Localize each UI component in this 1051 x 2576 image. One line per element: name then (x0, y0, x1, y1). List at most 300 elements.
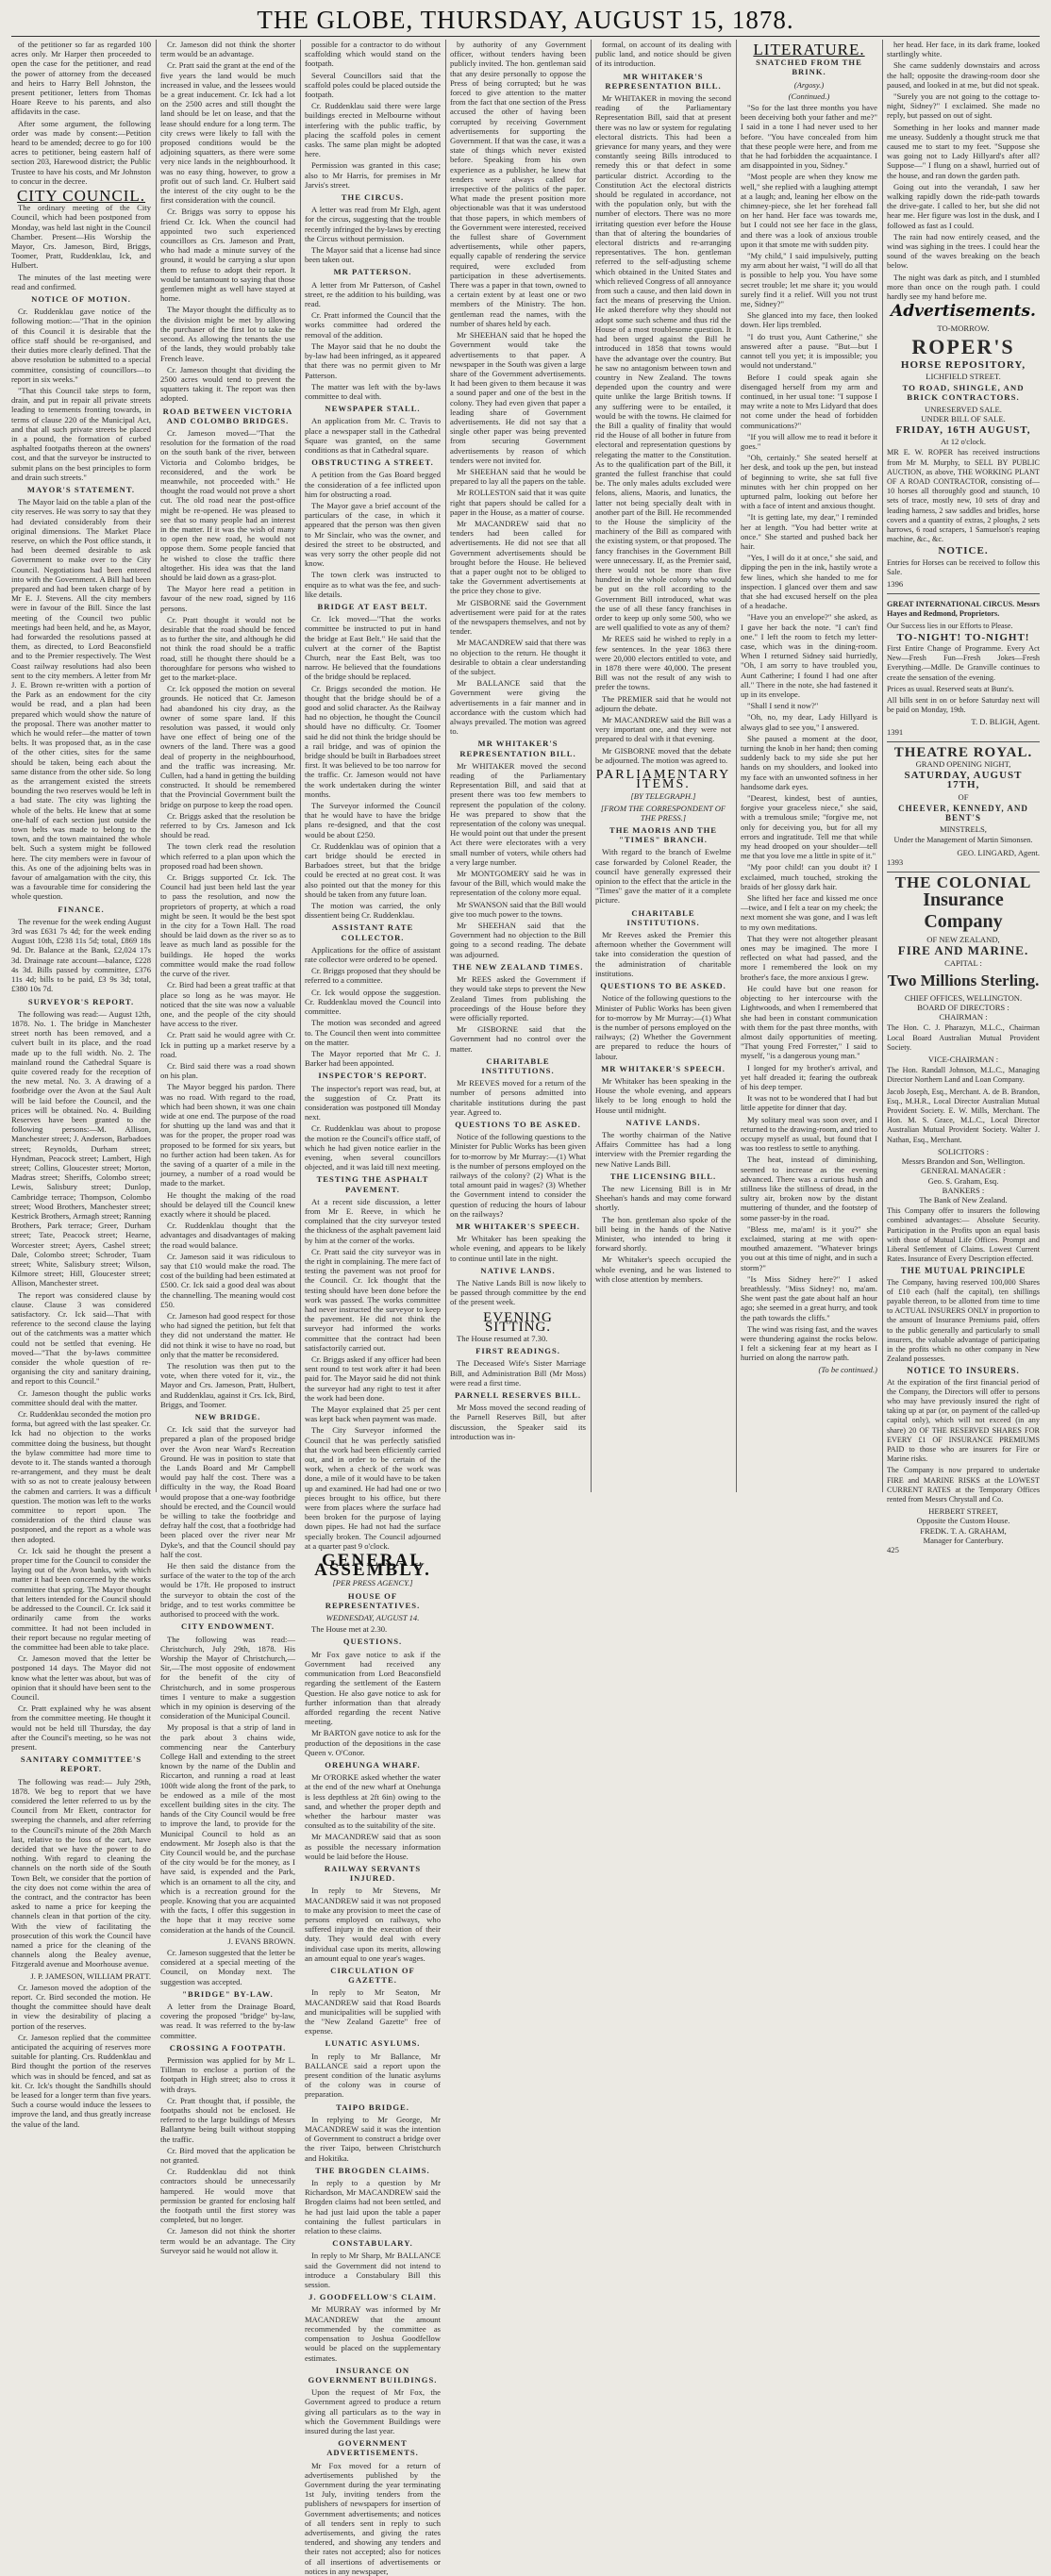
ad-line: HORSE REPOSITORY, (900, 358, 1026, 371)
signature: J. EVANS BROWN. (227, 1936, 295, 1946)
ad-line: CHIEF OFFICES, WELLINGTON. (904, 992, 1023, 1003)
subheading: MR WHITAKER'S SPEECH. (601, 1063, 726, 1073)
ad-line: UNDER BILL OF SALE. (921, 413, 1006, 424)
paragraph: The Mayor laid on the table a plan of the city reserves. He was sorry to say that they had deviated considerably from their original dimensions. The Market Place reserve, on which the Post office stands, it had been deemed desirable to ask Government to make over to the City Council. Negotiations had been entered into with the Government. A Bill had been prepared and had been taken charge of by Mr E. J. Stevens. All the city members were in favour of the Bill. Since the last meeting of the Council two public meetings had been held, and he, as Mayor, had forwarded the resolutions passed at them, as directed, to Lord Beaconsfield and to the Premier respectively. The West Coast railway resolutions had also been sent to the city members. A letter from Mr J. E. Brown re-written with a portion of the Park as an endowment for the city would be read, and a plan had been prepared which would show the nature of the proposal. There was another matter to which he would refer—the matter of town belts. It was proposed that, as in the case of the other cities, sites for the same should be taken, being each about the same distance from the other side. So long as the arrangement existed the streets bounding the two reserves would be left in a bad state. The city was lighting the whole of the belts. He knew that at some one-half of each section just outside the town belts was made to belong to the town, and the town maintained the whole belt. Such a system might be followed here. The city members were in favour of this. As one of the adjoining belts was in favour of amalgamation with the city, this was a favourable time for considering the whole question. (11, 497, 151, 902)
paragraph: The night was dark as pitch, and I stumbled more than once on the rough path. I could hardly see my hand before me. (887, 272, 1040, 302)
paragraph: "That this Council take steps to form, drain, and put in repair all private streets leading to tenements fronting towards, in terms of clause 220 of the Municipal Act, and that all such private streets be placed in a pound, the formation of curbed asphalted footpaths thereon at the owners' cost, and that the surveyor be instructed to submit plans on the best principles to form and drain such streets." (11, 385, 151, 482)
ad-line: At 12 o'clock. (940, 437, 987, 447)
paragraph: Mr SHEEHAN said that the Government had no objection to the Bill going to a second reading. The debate was adjourned. (450, 921, 586, 959)
paragraph: Cr. Ick said he thought the present a proper time for the Council to consider the laying out of the Avon banks, with which matter it had been concerned by the works committee that spring. The Mayor thought that letters intended for the Council should be addressed to the Council. Cr. Ick said it ordinarily came from the works committee. It had not been included in their report because no regular meeting of the committee had been able to take place. (11, 1545, 151, 1652)
paragraph: Notice of the following questions to the Minister for Public Works has been given for to-morrow by Mr Murray:—(1) What is the number of persons employed on the railways of the colony? (2) What is the total amount paid in wages? (3) Whether the Government intend to consider the question of reducing the hours of labour on the railways? (450, 1132, 586, 1219)
paragraph: The following was read:— Christchurch, July 29th, 1878. His Worship the Mayor of Christchurch,— Sir,—The most opposite of endowment for the benefit of the city of Christchurch, and in some prosperous times I venture to make a suggestion which in my opinion is deserving of the consideration of the Municipal Council. (160, 1634, 295, 1721)
column-5 (595, 40, 731, 1492)
paragraph: Cr. Pratt said the grant at the end of the five years the land would be much increased in value, and the lessees would be a great inducement. Cr. Ick had a lot on the 2500 acres and still thought the land should be let on lease, and that the lease should endure for a long term. The city crews were likely to fall with the proposed conditions would be the adjoining squatters, as there were some very nice lands in the neighbourhood. It was no easy thing, however, to grow a profit out of such land. Cr. Hulbert said the interest of the city ought to be the first consideration with the council. (160, 60, 295, 206)
paragraph: "I do trust you, Aunt Catherine," she answered after a pause. "But—but I cannot tell you yet; it is impossible; you would not understand." (741, 331, 877, 371)
paragraph: The Mayor begged his pardon. There was no road. With regard to the road, which had been shown, it was one chain wide at one end. The purpose of the road for shutting up the land was and that it was for the proper, the proper road was proposed to be formed for six years, but no further action had been taken. As for the saving of a quarter of a mile in the journey, a number of a road would be made to the market. (160, 1082, 295, 1188)
paragraph: A letter from Mr Patterson, of Cashel street, re the addition to his building, was read. (305, 279, 441, 309)
paragraph: The Mayor reported that Mr C. J. Barker had been appointed. (305, 1048, 441, 1069)
subheading: GOVERNMENT ADVERTISEMENTS. (326, 2438, 419, 2458)
ad-number: 1391 (887, 726, 904, 737)
paragraph: The ordinary meeting of the City Council, which had been postponed from Monday, was held last night in the Council Chamber. Present—His Worship the Mayor, Crs. Jameson, Bird, Briggs, Toomer, Pratt, Ruddenklau, Ick, and Hulbert. (11, 203, 151, 271)
paragraph: A petition from the Gas Board begged the consideration of a fee inflicted upon him for obstructing a road. (305, 470, 441, 499)
signature: J. P. JAMESON, WILLIAM PRATT. (30, 1970, 151, 1981)
paragraph: "Shall I send it now?" (747, 701, 819, 711)
paragraph: In reply to Mr Seaton, Mr MACANDREW said that Road Boards and municipalities will be supplied with the "New Zealand Gazette" free of expense. (305, 1987, 441, 2036)
paragraph: Cr. Pratt informed the Council that the works committee had ordered the removal of the addition. (305, 310, 441, 340)
paragraph: Mr BARTON gave notice to ask for the production of the depositions in the case Queen v. O'Conor. (305, 1728, 441, 1757)
ad-line: GRAND OPENING NIGHT, (915, 759, 1011, 769)
press-agency-line: [PER PRESS AGENCY.] (332, 1578, 413, 1588)
ad-line: NOTICE TO INSURERS. (907, 1366, 1020, 1376)
paragraph: The Mayor gave a brief account of the particulars of the case, in which it appeared that the person was then given to Mr Sinclair, who was the owner, and desired the street to be obstructed, and was very sorry the other people did not know. (305, 500, 441, 569)
paragraph: The motion was seconded and agreed to. The Council then went into committee on the matter. (305, 1018, 441, 1047)
subheading: NOTICE OF MOTION. (31, 294, 131, 305)
subheading: ASSISTANT RATE COLLECTOR. (331, 922, 414, 942)
subheading: NATIVE LANDS. (480, 1265, 556, 1275)
column-6 (741, 40, 877, 1492)
paragraph: That they were not altogether pleasant ones may be imagined. The more I reflected on what had passed, and the more I remembered the look on my brother's face, the more anxious I grew. (741, 933, 877, 982)
ad-line: UNRESERVED SALE. (925, 404, 1002, 414)
subheading: INSURANCE ON GOVERNMENT BUILDINGS. (308, 2365, 438, 2385)
paragraph: The inspector's report was read, but, at the suggestion of Cr. Pratt its consideration was postponed till Monday next. (305, 1083, 441, 1122)
paragraph: The House resumed at 7.30. (457, 1334, 548, 1343)
ad-line: MINSTRELS, (940, 824, 987, 835)
paragraph: "My poor child! can you doubt it? I exclaimed, much touched, stroking the braids of her glossy dark hair. (741, 862, 877, 891)
paragraph: Permission was granted in this case; also to Mr Harris, for premises in Mr Jarvis's street. (305, 160, 441, 190)
column-2 (160, 40, 295, 2255)
subheading: THE CIRCUS. (341, 192, 405, 203)
ad-number: 1396 (887, 578, 904, 589)
paragraph: Mr Moss moved the second reading of the Parnell Reserves Bill, but after discussion, the Speaker said its introduction was in- (450, 1403, 586, 1441)
ad-line: TO ROAD, SHINGLE, AND BRICK CONTRACTORS. (902, 383, 1025, 403)
date-line: WEDNESDAY, AUGUST 14. (325, 1613, 420, 1623)
subheading: LUNATIC ASYLUMS. (325, 2038, 421, 2049)
paragraph: Mr SHEEHAN said that he would be prepared to lay all the papers on the table. (450, 466, 586, 487)
subheading: CHARITABLE INSTITUTIONS. (626, 907, 700, 927)
paragraph: The Deceased Wife's Sister Marriage Bill, and Administration Bill (Mr Moss) were read a first time. (450, 1358, 586, 1388)
subheading: PARNELL RESERVES BILL. (454, 1390, 581, 1401)
paragraph: Upon the request of Mr Fox, the Government agreed to produce a return giving all particulars as to the way in which the Government Buildings were insured during the last year. (305, 2387, 441, 2435)
paragraph: Mr MACANDREW said the Bill was a very important one, and they were not prepared to deal with it that evening. (595, 715, 731, 744)
paragraph: "It is getting late, my dear," I reminded her at length. "You had better write at once." She started and pushed back her hair. (741, 512, 877, 551)
paragraph: "Oh, certainly." She seated herself at her desk, and took up the pen, but instead of beginning to write, she sat full five minutes with her chin propped on her upturned palm, looking out before her with a face of intent and anxious thought. (741, 453, 877, 511)
subheading: J. GOODFELLOW'S CLAIM. (309, 2292, 437, 2302)
city-council-heading: CITY COUNCIL. (16, 187, 146, 206)
paragraph: A letter from the Drainage Board, covering the proposed "bridge" by-law, was read. It was referred to the by-law committee. (160, 2002, 295, 2040)
paragraph: The heat, instead of diminishing, seemed to increase as the evening advanced. There was a curious hush and stillness like the stillness of dread, in the sultry air, broken now by the distant muttering of thunder, and the footstep of some passer-by in the road. (741, 1155, 877, 1222)
paragraph: Cr. Bird said there was a road shown on his plan. (160, 1060, 295, 1081)
subheading: CROSSING A FOOTPATH. (169, 2042, 287, 2052)
paragraph: An application from Mr. C. Travis to place a newspaper stall in the Cathedral Square was granted, on the same conditions as that in Cathedral square. (305, 416, 441, 455)
paragraph: Cr. Jameson replied that the committee anticipated the acquiring of reserves more suitable for planting. Crs. Ruddenklau and Bird thought the portion of the reserves which was in should be fenced, and sat as kit. Cr. Ick's thought the Sandhills should be leased for a longer term than five years. Such a course would induce the lessees to improve the land, and thus greatly increase the value of the land. (11, 2032, 151, 2129)
paragraph: My solitary meal was soon over, and I returned to the drawing-room, and tried to occupy myself as usual, but found that I was too restless to settle to anything. (741, 1114, 877, 1154)
ad-line: TO-MORROW. (937, 324, 990, 334)
ad-body: The Company is now prepared to undertake FIRE and MARINE RISKS at the LOWEST CURRENT RATES at the Temporary Offices rented from Messrs Chrystall and Co. (887, 1466, 1040, 1504)
ad-line: Manager for Canterbury. (923, 1535, 1004, 1545)
ad-line: FIRE AND MARINE. (897, 943, 1029, 958)
paragraph: Cr. Ick opposed the motion on several grounds. He noticed that Cr. Jameson had abandoned his city dray, as the owner of some spare land. If this resolution was passed, it would only have one effect of being one of the owners of the land. There was a good deal of property in the neighbourhood, and the traffic was increasing. Mr. Cullen, had a hand in getting the building constructed. It should be remembered that the Provincial Government built the bridge on purpose to keep the road open. (160, 684, 295, 809)
paragraph: The following was read:— August 12th, 1878. No. 1. The bridge in Manchester street north has been removed, and a culvert built in its place, and the road made up to the full width. No. 2. The mainland round the Cathedral Square is quite covered ready for the reception of the new metal. No. 3. A drawing of a footbridge over the Avon at the Saul Ault will be laid before the Council, and the prices will be obtained. No. 4. Building Reserves have been granted to the following persons:—M. Allison, Manchester street; J. Anderson, Barbadoes street; Reynolds, Durham street; Hyndman, Peacock street; Lambert, High street; Collins, Gloucester street; Morton, Madras street; Sheriffs, Colombo street; Lewis, Salisbury street; Dunlop, Cambridge terrace; Thompson, Colombo street; Wood Brothers, Manchester street; Kestrick Brothers, Armagh street; Ranning Brothers, Park terrace; Greer, Durham street; Tate, Peacock street; Hearne, Worcester street; Ayers, Cashel street; Dale, Colombo street; Schroder, Tuam street; White, Salisbury street; Wilson, Kilmore street; Hill, Gloucester street; Allison, Manchester street. (11, 1008, 151, 1288)
paragraph: The Mayor explained that 25 per cent was kept back when payment was made. (305, 1404, 441, 1424)
paragraph: Mr Whitaker has been speaking in the House the whole evening, and appears likely to be long enough to hold the House until midnight. (595, 1075, 731, 1115)
column-4 (450, 40, 586, 1492)
paragraph: She came suddenly downstairs and across the hall; opposite the drawing-room door she paused, and looked in at me, but did not speak. (887, 60, 1040, 90)
ad-line: BOARD OF DIRECTORS : (917, 1003, 1009, 1013)
paragraph: Something in her looks and manner made me uneasy. Suddenly a thought struck me that caused me to start to my feet. "Suppose she was going not to Lady Hillyard's after all? Suppose—" I flung on a shawl, hurried out of the house, and ran down the garden path. (887, 122, 1040, 180)
paragraph: In reply to Mr Sharp, Mr BALLANCE said the Government did not intend to introduce a Constabulary Bill this session. (305, 2251, 441, 2290)
paragraph: Mr BALLANCE said that the Government were giving the advertisements in a fair manner and in accordance with the custom which had always prevailed. The motion was agreed to. (450, 678, 586, 737)
colonial-insurance-advert (887, 873, 1040, 1559)
paragraph: "Have you an envelope?" she asked, as I gave her back the note. "I can't find one." I left the room to fetch my letter-case, which was in the dining-room. When I returned Sidney said hurriedly, "Oh, I am sorry to have troubled you, Aunt Catherine; I found I had one after all." There in the note, she had fastened it up in its envelope. (741, 612, 877, 699)
paragraph: In replying to Mr George, Mr MACANDREW said it was the intention of Government to construct a bridge over the river Taipo, between Christchurch and Hokitika. (305, 2114, 441, 2163)
correspondent-line: [FROM THE CORRESPONDENT OF THE PRESS.] (600, 803, 726, 823)
paragraph: Cr. Ick moved—"That the works committee be instructed to put in hand the bridge at East Belt." He said that the culvert at the corner of the Baptist Church, near the East Belt, was too narrow. He believed that the foundations of the bridge should be replaced. (305, 614, 441, 682)
paragraph: The revenue for the week ending August 3rd was £631 7s 4d; for the week ending August 10th, £238 11s 5d; total, £869 18s 9d. Dr. Balance at the Bank, £2,024 17s 3d. Drainage rate account—balance, £228 4s 3d. Bills passed by committee, £376 11s 4d; bills to be paid, £3 9s 3d; total, £380 10s 7d. (11, 916, 151, 994)
ad-line: SATURDAY, AUGUST 17TH, (904, 770, 1023, 791)
column-divider (591, 40, 592, 1492)
paragraph: The Mayor said that a license had since been taken out. (305, 245, 441, 265)
paragraph: In reply to a question by Mr Richardson, Mr MACANDREW said the Brogden claims had not been settled, and he had just laid upon the table a paper containing the fullest particulars in relation to these claims. (305, 2178, 441, 2236)
subheading: THE NEW ZEALAND TIMES. (452, 961, 584, 972)
paragraph: of the petitioner so far as regarded 100 acres only. Mr Harper then proceeded to open the case for the petitioner, and read the power of attorney from the deceased and heirs to Harry Bell Johnston, the present petitioner, letters from Thomas Hoare Reeve to his parents, and also affidavits in the case. (11, 40, 151, 117)
paragraph: formal, on account of its dealing with public land, and notice should be given of its introduction. (595, 40, 731, 69)
parliamentary-items-heading: PARLIAMENTARY ITEMS. (595, 768, 731, 792)
paragraph: Cr. Jameson said it was ridiculous to say that £10 would make the road. The cost of the building had been estimated at £500. Cr. Ick said a good deal was about the channelling. The meaning would cost £50. (160, 1251, 295, 1309)
paragraph: Cr. Pratt said he would agree with Cr. Ick in putting up a market reserve by a road. (160, 1030, 295, 1059)
paragraph: Mr SHEEHAN said that he hoped the Government would take the advertisements to that paper. A newspaper in the South was given a large share of the Government advertisements. It had been given to them because it was a sound paper and one of the best in the colony. They had even given that paper a leading share of Government advertisements. He did not say that a single other paper was being prevented from securing Government advertisements by reason of which tenders were not invited for. (450, 330, 586, 465)
ad-line: OF (958, 791, 969, 802)
paragraph: The following was read:— July 29th, 1878. We beg to report that we have considered the letter referred to us by the Council from Mr Ekett, contractor for sweeping the channels, and after referring to the Council's minute of the 28th March last, relative to the loss of the cart, have decided that we have the power to do nothing. With regard to cleaning the channels on the north side of the South Town Belt, we consider that the portion of the city does not come within the area of the contract, and the contractor has been asked to name a price for keeping the channels clean in that portion of the city. With the view of facilitating the prosecution of this work the Council have named a price for the cleaning of the channels along the Bealey avenue, Fitzgerald avenue and Moorhouse avenue. (11, 1776, 151, 1969)
paragraph: Mr SWANSON said that the Bill would give too much power to the towns. (450, 899, 586, 919)
subheading: ROAD BETWEEN VICTORIA AND COLOMBO BRIDGES. (162, 406, 293, 425)
paragraph: her head. Her face, in its dark frame, looked startlingly white. (887, 40, 1040, 59)
ad-body: MR E. W. ROPER has received instructions from Mr M. Murphy, to SELL BY PUBLIC AUCTION, as above, THE WORKING PLANT OF A ROAD CONTRACTOR, consisting of—10 horses all thoroughly good and staunch, 10 sets of trace, mostly new, 10 sets of dray and leading harness, 2 saw saddles and bridles, horse covers and a quantity of extras, 2 ploughs, 2 sets harrows, 6 road scrapers, 1 Samuelson's reaping machine, &c., &c. (887, 448, 1040, 544)
paragraph: At a recent side discussion, a letter from Mr E. Reeve, in which he complained that the city surveyor tested the thickness of the asphalt pavement laid by him at the corner of the works. (305, 1196, 441, 1245)
paragraph: Mr GISBORNE moved that the debate be adjourned. The motion was agreed to. (595, 745, 731, 765)
paragraph: Cr. Ick said that the surveyor had prepared a plan of the proposed bridge over the Avon near Ward's Recreation Ground. He was in position to state that the Lands Board and Mr Campbell would pay half the cost. There was a difficulty in the way, the Road Board would propose that a one-way footbridge should be erected, and the Council would be willing to take the footbridge and defray half the cost, that a footbridge had been placed over the river near Mr Dyke's, and that the Council should pay half the cost. (160, 1424, 295, 1559)
ad-line: THE MUTUAL PRINCIPLE (900, 1266, 1026, 1276)
ad-body: The Company, having reserved 100,000 Shares of £10 each (half the capital), ten shillings payable thereon, to be allotted from time to time to ACTUAL INSURERS ONLY in proportion to the amount of Insurance Premiums paid, offers to the public generally and particularly to small insurers, the valuable advantage of participating in the profits which no other company in New Zealand possesses. (887, 1277, 1040, 1364)
paragraph: Cr. Ruddenklau thought that the advantages and disadvantages of making the road would balance. (160, 1221, 295, 1250)
subheading: CONSTABULARY. (332, 2238, 413, 2249)
story-title: SNATCHED FROM THE BRINK. (756, 58, 862, 77)
column-divider (736, 40, 737, 1492)
ad-title: Insurance Company (923, 889, 1004, 933)
subheading: NEWSPAPER STALL. (325, 404, 421, 414)
ad-line: HERBERT STREET, (928, 1506, 998, 1517)
paragraph: Mr Fox moved for a return of advertisements published by the Government during the year terminating 1st July, inviting tenders from the publishers of newspapers for insertion of Government advertisements; and notices of all tenders sent in reply to such advertisements, and giving the rates tendered, and showing any tenders and their rates not accepted; also for notices of all insertions of advertisements or notices in any newspaper, (305, 2460, 441, 2576)
paragraph: Mr Whitaker has been speaking the whole evening, and appears to be likely to continue until late in the night. (450, 1234, 586, 1263)
paragraph: The minutes of the last meeting were read and confirmed. (11, 272, 151, 291)
subheading: TESTING THE ASPHALT PAVEMENT. (316, 1174, 429, 1194)
ad-body: Jacob Joseph, Esq., Merchant. A. de B. Brandon, Esq., M.H.R., Local Director Australian Mutual Provident Society. E. W. Mills, Merchant. The Hon. M. S. Grace, M.L.C., Local Director Australian Mutual Provident Society. Walter J. Nathan, Esq., Merchant. (887, 1087, 1040, 1144)
paragraph: The City Surveyor informed the Council that he was perfectly satisfied that the work had been efficiently carried out, and in order to be certain of the work, when a check of the work was done, a mile of it would have to be taken up and examined. He had had one or two pieces brought to his office, but there were from places where the surface had been broken for the purpose of laying down pipes. He had not had the surface specially broken. The Council adjourned at a quarter past 9 o'clock. (305, 1425, 441, 1551)
paragraph: The motion was carried, the only dissentient being Cr. Ruddenklau. (305, 901, 441, 921)
ad-body: First Entire Change of Programme. Every Act New—Fresh Fun—Fresh Jokes—Fresh Everything.—Mdlle. De Granville continues to create the sensation of the evening. (887, 643, 1040, 682)
ad-line: Two Millions Sterling. (887, 971, 1040, 989)
paragraph: Mr MONTGOMERY said he was in favour of the Bill, which would make the representation of the colony more equal. (450, 869, 586, 898)
ropers-advert (887, 320, 1040, 594)
paragraph: Cr. Ruddenklau seconded the motion pro forma, but agreed with the last speaker. Cr. Ick had no objection to the works committee doing the business, but thought the bylaw committee had more time to devote to it. The stands wanted a thorough re-arrangement, and they must be dealt with so as not to create jealousy between the cabmen and carriers. It was a difficult question. The motion was left to the works committee to report upon. The consideration of the third clause was postponed, and the report as a whole was then adopted. (11, 1409, 151, 1544)
subheading: MR PATTERSON. (333, 267, 412, 277)
column-divider (156, 40, 157, 1492)
paragraph: Mr MACANDREW said that there was no objection to the return. He thought it desirable to obtain a clear understanding of the subject. (450, 638, 586, 676)
evening-sitting-heading: EVENING SITTING. (483, 1309, 553, 1335)
paragraph: Several Councillors said that the scaffold poles could be placed outside the footpath. (305, 70, 441, 100)
paragraph: After some argument, the following order was made by consent:—Petition heard to be amended; decree to go for 100 acres to petitioner, being eastern half of section 203, Harewood district; the Public Trustee to have his costs, and Mr Johnston to concur in the decree. (11, 118, 151, 186)
paragraph: The town clerk read the resolution which referred to a plan upon which the proposed road had been shown. (160, 841, 295, 871)
subheading: CHARITABLE INSTITUTIONS. (481, 1055, 555, 1075)
subheading: TAIPO BRIDGE. (336, 2102, 409, 2112)
paragraph: Mr ROLLESTON said that it was quite right that papers should be called for a paper in the House, as a matter of course. (450, 488, 586, 517)
paragraph: The rain had now entirely ceased, and the wind was sighing in the trees. I could hear the sound of the waves breaking on the beach below. (887, 231, 1040, 271)
paragraph: Cr. Jameson did not think the shorter term would be an advantage. The City Surveyor said he would not allow it. (160, 2226, 295, 2255)
paragraph: She glanced into my face, then looked down. Her lips trembled. (741, 310, 877, 330)
subheading: "BRIDGE" BY-LAW. (182, 1988, 274, 1999)
paragraph: Cr. Jameson did not think the shorter term would be an advantage. (160, 40, 295, 59)
paragraph: She lifted her face and kissed me once—twice, and I felt a tear on my cheek; the next moment she was gone, and I was left to my own meditations. (741, 893, 877, 932)
column-divider (445, 40, 446, 1492)
ad-line: BANKERS : (942, 1185, 985, 1195)
paragraph: Going out into the verandah, I saw her walking rapidly down the ride-path towards the drive-gate. I called to her, but she did not hear me. Her figure was lost in the dusk, and I followed as fast as I could. (887, 181, 1040, 230)
paragraph: Cr. Briggs was sorry to oppose his friend Cr. Ick. When the council had appointed two such experienced councillors as Crs. Jameson and Pratt, who had made a minute survey of the ground, it would be carrying a slur upon them to refuse to adopt their report. It would be tantamount to saying that those gentlemen might as well have stayed at home. (160, 207, 295, 304)
paragraph: The report was considered clause by clause. Clause 3 was considered satisfactory. Cr. Ick said—That with reference to the second clause the laying out of the catchments was a matter which could not be settled that evening. He moved—"That the by-laws committee consider the whole question of re-organising the city and sanitary draining, and report to this Council." (11, 1289, 151, 1387)
subheading: SURVEYOR'S REPORT. (27, 996, 135, 1006)
paragraph: The wind was rising fast, and the waves were thundering against the rocks below. I felt a sickening fear at my heart as I hurried on along the narrow path. (741, 1323, 877, 1363)
paragraph: Cr. Ruddenklau said there were large buildings erected in Melbourne without interfering with the public traffic, by placing the scaffold poles in cement casks. The same plan might be adopted here. (305, 101, 441, 159)
ad-line: NOTICE. (938, 545, 989, 557)
paragraph: "Yes, I will do it at once," she said, and dipping the pen in the ink, hastily wrote a few lines, which she handed to me for inspection. I glanced over them and saw that she had excused herself on the plea of a headache. (741, 553, 877, 611)
ad-title: THEATRE ROYAL. (893, 744, 1033, 760)
subheading: OBSTRUCTING A STREET. (311, 457, 434, 468)
ad-line: GENERAL MANAGER : (921, 1166, 1006, 1176)
paragraph: Cr. Bird moved that the application be not granted. (160, 2145, 295, 2166)
paragraph: Cr. Ruddenklau did not think contractors should be unnecessarily hampered. He would move that permission be granted for enclosing half the footpath until the first storey was completed, but no longer. (160, 2167, 295, 2225)
paragraph: Cr. Jameson thought the public works committee should deal with the matter. (11, 1388, 151, 1407)
paragraph: "Surely you are not going to the cottage to-night, Sidney?" I exclaimed. She made no reply, but passed on out of sight. (887, 91, 1040, 121)
subheading: MR WHITAKER'S REPRESENTATION BILL. (459, 739, 576, 758)
subheading: SANITARY COMMITTEE'S REPORT. (20, 1754, 142, 1774)
paragraph: Cr. Briggs asked that the resolution be referred to by Crs. Jameson and Ick should be read. (160, 810, 295, 840)
paragraph: Cr. Pratt thought that, if possible, the footpaths should not be enclosed. He referred to the large buildings of Messrs Ballantyne being built without stopping the traffic. (160, 2095, 295, 2144)
paragraph: It was not to be wondered that I had but little appetite for dinner that day. (741, 1093, 877, 1113)
paragraph: The PREMIER said that he would not adjourn the debate. (595, 693, 731, 713)
ad-body: The Hon. C. J. Pharazyn, M.L.C., Chairman Local Board Australian Mutual Provident Society. (887, 1023, 1040, 1052)
paragraph: In reply to Mr Ballance, Mr BALLANCE said a report upon the present condition of the lunatic asylums of the colony was in course of preparation. (305, 2051, 441, 2100)
subheading: BRIDGE AT EAST BELT. (317, 601, 428, 611)
ad-signature: GEO. LINGARD, Agent. (957, 847, 1040, 857)
paragraph: Cr. Bird had been a great traffic at that place so long as he was mayor. He noticed that the site was now a valuable one, and the people of the city should have access to the river. (160, 980, 295, 1029)
ad-body: At the expiration of the first financial period of the Company, the Directors will offer to persons who may have previously insured the right of taking up at par (or, on payment of the called-up capital only), which will not exceed (in any share) 20 OF THE RESERVED SHARES FOR EVERY £1 OF INSURANCE PREMIUMS PAID to those who are insurers for Fire or Marine risks. (887, 1377, 1040, 1464)
masthead-title: THE GLOBE, THURSDAY, AUGUST 15, 1878. (257, 6, 794, 34)
ad-body: All bills sent in on or before Saturday next will be paid on Monday, 19th. (887, 695, 1040, 715)
ad-line: Geo. S. Graham, Esq. (927, 1175, 999, 1186)
subheading: HOUSE OF REPRESENTATIVES. (325, 1590, 421, 1610)
paragraph: The Native Lands Bill is now likely to be passed through committee by the end of the present week. (450, 1277, 586, 1307)
paragraph: He could have but one reason for objecting to her intercourse with the Lightwoods, and when I remembered that she had been in constant communication with them for the past three months, with almost daily opportunities of meeting. "That young Fred Forrester," I said to myself, "is a dangerous young man." (741, 983, 877, 1061)
ad-body: Entries for Horses can be received to follow this Sale. (887, 557, 1040, 576)
ad-line: CHEEVER, KENNEDY, AND BENT'S (898, 803, 1028, 823)
paragraph: Notice of the following questions to the Minister of Public Works has been given for to-morrow by Mr Murray:—(1) What is the number of persons employed on the railways; (2) Whether the Government are prepared to reduce the hours of labour. (595, 993, 731, 1061)
ad-number: 1393 (887, 856, 904, 867)
paragraph: Cr. Briggs supported Cr. Ick. The Council had just been held last the year to pass the resolution, and now the proprietors of property, at which a road might be seen. It would be the best spot in the city for a Town Hall. The road should be laid down as the river so as to leave as much land as possible for the buildings. He hoped the works committee would make the road follow the curve of the river. (160, 873, 295, 979)
paragraph: Applications for the office of assistant rate collector were ordered to be opened. (305, 944, 441, 965)
ad-line: TO-NIGHT! TO-NIGHT! (896, 631, 1030, 643)
subheading: QUESTIONS TO BE ASKED. (455, 1119, 581, 1129)
paragraph: The Mayor thought the difficulty as to the division might be met by allowing the purchaser of the first lot to take the second. As allowing the tenants the use of the lands, they would probably take French leave. (160, 305, 295, 363)
paragraph: possible for a contractor to do without scaffolding which would stand on the footpath. (305, 40, 441, 69)
literature-heading: LITERATURE. (753, 41, 865, 58)
paragraph: The Mayor said that he no doubt the by-law had been infringed, as it appeared that there was no permit given to Mr Patterson. (305, 341, 441, 380)
story-source: (Argosy.) (793, 79, 825, 90)
paragraph: Cr. Jameson moved the adoption of the report. Cr. Bird seconded the motion. He thought the committee should have dealt in view the desirability of placing a portion of the reserves. (11, 1982, 151, 2031)
ad-body: The Hon. Randall Johnson, M.L.C., Managing Director Northern Land and Loan Company. (887, 1066, 1040, 1085)
ad-line: VICE-CHAIRMAN : (927, 1055, 999, 1065)
paragraph: Cr. Pratt said the city surveyor was in the right in complaining. The mere fact of testing the pavement was not proof for the Council. Cr. Ick thought that the testing should have been done before the work was passed. The works committee had never instructed the surveyor to keep the pavement. He did not think the surveyor had informed the works committee that the contract had been satisfactorily carried out. (305, 1246, 441, 1353)
column-3 (305, 40, 441, 2576)
paragraph: Before I could speak again she disengaged herself from my arm and continued, in her usual tone: "I suppose I may write a note to Mrs Lidyard that does not come under the head of forbidden communications?" (741, 372, 877, 430)
paragraph: Mr REES asked the Government if they would take steps to prevent the New Zealand Times from publishing the proceedings of the House before they were officially reported. (450, 974, 586, 1022)
subheading: CIRCULATION OF GAZETTE. (330, 1965, 415, 1986)
to-be-continued: (To be continued.) (818, 1364, 877, 1374)
subheading: NATIVE LANDS. (626, 1117, 701, 1127)
paragraph: Cr. Briggs asked if any officer had been sent round to test work after it had been paid for. The Mayor said he did not think the surveyor had any right to test it after the work had been done. (305, 1354, 441, 1403)
paragraph: Cr. Briggs proposed that they should be referred to a committee. (305, 966, 441, 986)
paragraph: Cr. Ick would oppose the suggestion. Cr. Ruddenklau moved the Council into committee. (305, 987, 441, 1017)
paragraph: Cr. Briggs seconded the motion. He thought that the bridge should be of a good and solid character. As the Railway had no objection, he thought the Council should have no difficulty. Cr. Toomer said he did not think the bridge should be a rail bridge, and was of opinion the bridge should be built in Barbadoes street first. It was believed to be too narrow for the traffic. Cr. Jameson would not have the work undertaken during the winter months. (305, 683, 441, 799)
subheading: NEW BRIDGE. (194, 1412, 261, 1422)
ad-line: CHAIRMAN : (939, 1012, 988, 1022)
column-divider (882, 40, 883, 1492)
ad-body: Under the Management of Martin Simonsen. (893, 836, 1033, 845)
paragraph: The Surveyor informed the Council that he would have to have the bridge plans re-designed, and that the cost would be about £250. (305, 801, 441, 839)
paragraph: "Oh, no, my dear, Lady Hillyard is always glad to see you," I answered. (741, 712, 877, 732)
paragraph: Cr. Jameson moved—"That the resolution for the formation of the road on the south bank of the river, between Victoria and Colombo bridges, be reconsidered, and the work be meanwhile, not proceeded with." He thought the road would not prove a short cut. The old road near the post-office might be re-opened. He was pleased to see that so many people had an interest in the matter. If it was the wish of many to open the new road, he would not oppose them. Some people fancied that he wished to close the traffic there altogether. His idea was that the land should be laid down as a grass-plot. (160, 427, 295, 582)
ad-line: FREDK. T. A. GRAHAM, (920, 1525, 1007, 1536)
paragraph: Permission was applied for by Mr L. Tillman to enclose a portion of the footpath in High street; also to cross it with drays. (160, 2055, 295, 2094)
masthead-rule (11, 36, 1040, 37)
ad-line: FRIDAY, 16TH AUGUST, (895, 424, 1031, 436)
paragraph: Mr REEVES moved for a return of the number of persons admitted into charitable institutions during the past year. Agreed to. (450, 1078, 586, 1117)
paragraph: The hon. gentleman also spoke of the bill being in the hands of the Native Minister, who intended to bring it forward shortly. (595, 1214, 731, 1254)
paragraph: "If you will allow me to read it before it goes." (741, 431, 877, 451)
paragraph: Cr. Ruddenklau was of opinion that a cart bridge should be erected in Barbadoes street, but that the bridge could be erected at no great cost. It was also pointed out that the money for this should be taken from any future loan. (305, 840, 441, 899)
ad-line: Opposite the Custom House. (916, 1516, 1010, 1526)
paragraph: In reply to Mr Stevens, Mr MACANDREW said it was not proposed to make any provision to meet the case of persons employed on railways, who suffered injury in the execution of their duty. They would deal with every individual case upon its merits, allowing an amount equal to one year's wages. (305, 1886, 441, 1963)
paragraph: The resolution was then put to the vote, when there voted for it, viz., the Mayor and Crs. Jameson, Pratt, Hulbert, and Ruddenklau, against it Crs. Ick, Bird, Briggs, and Toomer. (160, 1361, 295, 1409)
paragraph: Cr. Jameson moved that the letter be postponed 14 days. The Mayor did not know what the letter was about, but was of opinion that it should have been sent to the Council. (11, 1654, 151, 1702)
paragraph: The Mayor here read a petition in favour of the new road, signed by 116 persons. (160, 584, 295, 613)
ad-body: This Company offer to insurers the following combined advantages:— Absolute Security. Participation in the Profits upon an equal basis with those of Mutual Life Offices. Prompt and Liberal Settlement of Claims. Lowest Current Rates. Insurance of Every Description effected. (887, 1206, 1040, 1264)
paragraph: Cr. Ruddenklau gave notice of the following motion:—"That in the opinion of this Council it is desirable that the office staff should be re-organised, and their duties more clearly defined. That the above resolution be submitted to a special committee, consisting of councillors—to report in six weeks." (11, 307, 151, 384)
paragraph: "Dearest, kindest, best of aunties, forgive your graceless niece," she said, with a tremulous smile; "forgive me, not only for deceiving you, but for all my errors and ingratitude. Tell me that while my head drooped on your shoulder—tell me that you love me a little in spite of it." (741, 793, 877, 861)
ad-line: LICHFIELD STREET. (926, 371, 1001, 381)
paragraph: The worthy chairman of the Native Affairs Committee has had a long interview with the Premier regarding the new Native Lands Bill. (595, 1129, 731, 1169)
ad-line: The Bank of New Zealand. (919, 1194, 1008, 1205)
circus-advert (887, 594, 1040, 742)
paragraph: Cr. Pratt thought it would not be desirable that the road should be fenced as to further the site, and although he did not think the road should be a traffic road, still he thought there should be a thoroughfare for persons who wished to get to the market-place. (160, 614, 295, 682)
subheading: RAILWAY SERVANTS INJURED. (324, 1863, 422, 1884)
general-assembly-heading: GENERAL ASSEMBLY. (314, 1551, 431, 1581)
paragraph: My proposal is that a strip of land in the park about 3 chains wide, commencing near the Canterbury College Hall and extending to the street known by the name of the Dublin and Riccarton, and running a road at least 100ft wide along the front of the park, to be endowed as a mile of the most excellent building sites in the city. The hands of the City Council would be free to improve the land, to provide for the Municipal Council to hold as an endowment. Mr Joseph also is that the City Council would be, and the purchase of the city would be for the money, as I have said, is expended and the Park, which is an ornament to all the city, and which is a recreation ground for the people. Knowing that you are acquainted with the facts, I offer this suggestion in the hope that it may receive some consideration at the hands of the Council. (160, 1722, 295, 1935)
paragraph: "Is Miss Sidney here?" I asked breathlessly. "Miss Sidney! no, ma'am. She went past the gate about half an hour ago; she seemed in a great hurry, and took the path towards the cliffs." (741, 1273, 877, 1322)
subheading: MAYOR'S STATEMENT. (26, 484, 136, 494)
paragraph: "My child," I said impulsively, putting my arm about her waist, "I will do all that is possible to help you. You have some secret trouble; let me share it; you would surely find it a relief. Will you not trust me, Sidney?" (741, 251, 877, 309)
column-7 (887, 40, 1040, 1555)
telegraph-line: [BY TELEGRAPH.] (630, 791, 696, 802)
subheading: OREHUNGA WHARF. (325, 1759, 421, 1770)
paragraph: The House met at 2.30. (311, 1624, 388, 1635)
column-divider (300, 40, 301, 1492)
paragraph: I longed for my brother's arrival, and yet half dreaded it; fearing the outbreak of his deep temper. (741, 1062, 877, 1091)
subheading: QUESTIONS TO BE ASKED. (600, 981, 726, 991)
paragraph: Mr MACANDREW said that no tenders had been called for advertisements. He did not see that all Government advertisements should be brought before the House. He believed that a paper ought not to be obliged to take the Government advertisements at the price they chose to give. (450, 518, 586, 596)
paragraph: Mr REES said he wished to reply in a few sentences. In the year 1863 there were 20,000 electors entitled to vote, and in 1878 there were 40,000. The present Bill was not the result of any wish to prefer the towns. (595, 634, 731, 692)
ad-line: CAPITAL : (944, 957, 982, 968)
paragraph: "Bless me, ma'am! is it you?" she exclaimed, staring at me with open-mouthed amazement. "Whatever brings you out at this time of night, and in such a storm?" (741, 1223, 877, 1272)
subheading: MR WHITAKER'S SPEECH. (456, 1221, 580, 1231)
paragraph: Cr. Ruddenklau was about to propose the motion re the Council's office staff, of which he had given notice earlier in the evening, when several councillors objected, and it was laid till next meeting. (305, 1123, 441, 1172)
ad-line: Messrs Brandon and Son, Wellington. (901, 1156, 1026, 1167)
paragraph: "So for the last three months you have been deceiving both your father and me?" I said in a tone I had never used to her before. "You have concealed from him that these people were here, and from me that he had forbidden the acquaintance. I am disappointed in you, Sidney." (741, 103, 877, 171)
paragraph: Cr. Jameson thought that dividing the 2500 acres would tend to prevent the squatters taking it. The report was then adopted. (160, 364, 295, 404)
subheading: INSPECTOR'S REPORT. (318, 1071, 427, 1081)
paragraph: Mr WHITAKER in moving the second reading of the Parliamentary Representation Bill, said that at present there was no law or system for regulating electoral districts. This had been a grievance for many years, and they were constantly seeing Bills introduced to remedy this or that defect in some particular district. According to the Constitution Act the electoral districts should be regulated in accordance, not with the population only, but with the number of electors. There was no more irritating question ever before the House than that of altering the boundaries of electoral districts and re-arranging representatives. The hon. gentleman referred to the self-adjusting scheme which obtained in the United States and which relieved Congress of all annoyance from such a cause, and then laid down in fact the means of preserving the Union. He asked therefore why they should not adopt some such scheme and thus rid the House of a most troublesome question. It had been urged against the Bill he introduced in 1858 that towns would have the advantage over the country. But he saw no antagonism between town and country in New Zealand. The towns depended upon the country and were quite unlike the large British towns. If any suffering were to be entailed, it would be with the towns. He claimed for the Bill a quality of finality that would rid the House of all bother in future from electoral and representation questions by relegating the matter to the Constitution. As to the qualification part of the Bill, it granted the fullest franchise that could be. The only males adults excluded were felons, aliens, Maoris, and lunatics, the latter not being specially dealt with in another part of the Bill. He recommended to the House the simplicity of the machinery of the Bill as compared with the existing system, or that proposed. The fancy franchises in the Government Bill were unnecessary. If, as the Premier said, there would not be more than five hundred in the whole colony who would be put on the roll according to the Government Bill introduced, what was the use of all these fancy franchises in order to keep up only some 500, who we are well qualified to vote as any of them? (595, 93, 731, 633)
paragraph: Mr GISBORNE said that the Government had no control over the matter. (450, 1024, 586, 1054)
paragraph: The matter was left with the by-laws committee to deal with. (305, 381, 441, 401)
story-continued: (Continued.) (788, 91, 830, 101)
paragraph: Cr. Jameson had good respect for those who had signed the petition, but felt that they did not understand the matter. He did not think it wise to have no road, but only that the matter be reconsidered. (160, 1311, 295, 1359)
paragraph: Mr Fox gave notice to ask if the Government had received any communication from Lord Beaconsfield regarding the settlement of the Eastern Question. He also gave notice to ask for further information than that already afforded regarding the recent Native meeting. (305, 1649, 441, 1727)
paragraph: "Most people are when they know me well," she replied with a laughing attempt at a laugh; and, leaning her elbow on the chimney-piece, she let her forehead fall on her hand. Her face was towards me, but I could not see her face in the glass, and there was a look of anxious trouble upon it that smote me with sudden pity. (741, 172, 877, 249)
paragraph: He then said the distance from the surface of the water to the top of the arch would be 17ft. He proposed to instruct the surveyor to obtain the cost of the bridge, and to test works committee be authorised to proceed with the work. (160, 1561, 295, 1620)
paragraph: The new Licensing Bill is in Mr Sheehan's hands and may come forward shortly. (595, 1183, 731, 1213)
paragraph: A letter was read from Mr Elgh, agent for the circus, suggesting that the trouble recently infringed the by-laws by erecting the Circus without permission. (305, 205, 441, 243)
ad-title: THE COLONIAL (894, 873, 1032, 892)
subheading: MR WHITAKER'S REPRESENTATION BILL. (605, 71, 722, 91)
paragraph: She paused a moment at the door, turning the knob in her hand; then coming suddenly back to my side she put her hands on my shoulders, and looked into my face with an unwonted softness in her handsome dark eyes. (741, 733, 877, 791)
ad-body: Our Success lies in our Efforts to Please. (887, 621, 1013, 630)
ad-signature: T. D. BLIGH, Agent. (971, 717, 1040, 727)
paragraph: Mr O'RORKE asked whether the water at the end of the new wharf at Onehunga is less depthless at 2ft 6in) owing to the sand, and whether the proper depth and whether the harbour master was consulted as to the suitability of the site. (305, 1772, 441, 1831)
paragraph: Mr Reeves asked the Premier this afternoon whether the Government will take into consideration the question of the administration of charitable institutions. (595, 930, 731, 978)
subheading: THE BROGDEN CLAIMS. (315, 2165, 430, 2175)
subheading: FINANCE. (58, 904, 105, 914)
subheading: THE MAORIS AND THE "TIMES" BRANCH. (609, 825, 718, 845)
paragraph: Mr MACANDREW said that as soon as possible the necessary information would be laid before the House. (305, 1832, 441, 1861)
paragraph: Cr. Pratt explained why he was absent from the committee meeting. He thought it would not be held till Thursday, the day after the Council's meeting, so he was not present. (11, 1703, 151, 1752)
paragraph: Mr WHITAKER moved the second reading of the Parliamentary Representation Bill, and said that at present there was too few members to represent the population of the colony. He was prepared to show that the representation of the colony was unequal. He would point out that under the present Act there were electorates with a very small number of voters, while others had a very large number. (450, 760, 586, 867)
paragraph: Mr MURRAY was informed by Mr MACANDREW that the amount recommended by the committee as compensation to Joshua Goodfellow would be placed on the supplementary estimates. (305, 2304, 441, 2363)
ad-number: 425 (887, 1545, 899, 1555)
subheading: CITY ENDOWMENT. (180, 1621, 275, 1632)
paragraph: Mr Whitaker's speech occupied the whole evening, and he was listened to with close attention by members. (595, 1255, 731, 1284)
column-1 (11, 40, 151, 2129)
ad-line: OF NEW ZEALAND, (926, 935, 1000, 945)
ad-body: Prices as usual. Reserved seats at Bunz's. (887, 684, 1014, 693)
paragraph: The town clerk was instructed to enquire as to what was the fee, and such-like details. (305, 570, 441, 599)
theatre-advert (887, 742, 1040, 873)
subheading: QUESTIONS. (342, 1637, 403, 1647)
ad-body: GREAT INTERNATIONAL CIRCUS. Messrs Hayes and Redmond, Proprietors. (887, 600, 1040, 619)
ad-title: ROPER'S (911, 334, 1015, 358)
paragraph: He thought the making of the road should be delayed till the Council knew exactly where it should be placed. (160, 1189, 295, 1219)
paragraph: Mr GISBORNE said the Government advertisement were paid for at the rates of the newspapers themselves, and not by tender. (450, 597, 586, 637)
subheading: THE LICENSING BILL. (609, 1171, 717, 1181)
advertisements-heading: Advertisements. (891, 302, 1036, 322)
subheading: FIRST READINGS. (475, 1346, 560, 1356)
paragraph: by authority of any Government officer, without tenders having been publicly invited. The hon. gentleman said that any desire personally to oppose the Press of being corrupted; but he was forced to give attention to the matter from the fact that one section of the Press accused the other of having been corrupted by receiving Government advertisements for supporting the Government. If that was the case, it was a state of things which never existed before. Speaking from his own experience as a publisher, he knew that tenders were always called for irrespective of the politics of the paper. What made the present position more objectionable was that it was understood that those papers, in which members of the Government were interested, received the fullest share of Government advertisements, while other papers, equally capable of rendering the service required, were excluded from participation in these advertisements. There was a paper in that town, owned to a certain extent by at least one or two members of the Ministry. The hon. gentleman read the names, with the number of shares held by each. (450, 40, 586, 328)
